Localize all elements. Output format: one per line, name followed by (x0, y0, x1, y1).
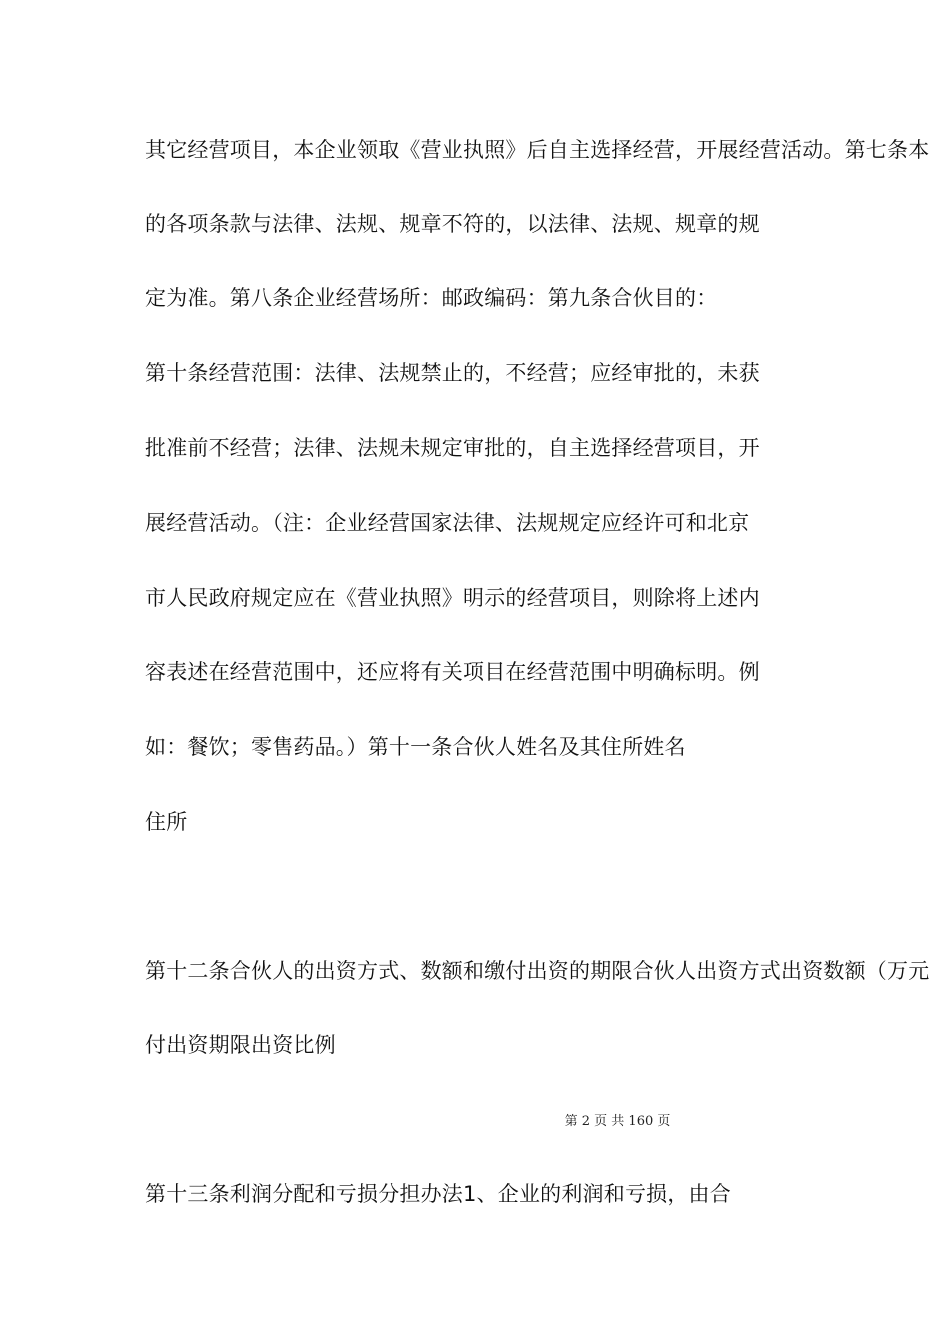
text-line: 展经营活动。（注：企业经营国家法律、法规规定应经许可和北京 (145, 511, 750, 535)
text-line: 容表述在经营范围中，还应将有关项目在经营范围中明确标明。例 (145, 660, 760, 684)
text-line: 市人民政府规定应在《营业执照》明示的经营项目，则除将上述内 (145, 586, 760, 610)
text-line: 住所 (145, 810, 188, 834)
text-line: 第十二条合伙人的出资方式、数额和缴付出资的期限合伙人出资方式出资数额（万元 (145, 959, 930, 983)
text-line: 如：餐饮；零售药品。）第十一条合伙人姓名及其住所姓名 (145, 735, 686, 759)
text-line: 定为准。第八条企业经营场所：邮政编码：第九条合伙目的： (145, 286, 718, 310)
text-line: 批准前不经营；法律、法规未规定审批的，自主选择经营项目，开 (145, 436, 760, 460)
text-line: 第十三条利润分配和亏损分担办法1、企业的利润和亏损，由合 (145, 1182, 731, 1206)
page-footer: 第 2 页 共 160 页 (564, 1114, 671, 1129)
text-line: 其它经营项目，本企业领取《营业执照》后自主选择经营，开展经营活动。第七条本 (145, 138, 930, 162)
text-line: 第十条经营范围：法律、法规禁止的，不经营；应经审批的，未获 (145, 361, 760, 385)
text-line: 付出资期限出资比例 (145, 1033, 336, 1057)
text-line: 的各项条款与法律、法规、规章不符的，以法律、法规、规章的规 (145, 212, 760, 236)
